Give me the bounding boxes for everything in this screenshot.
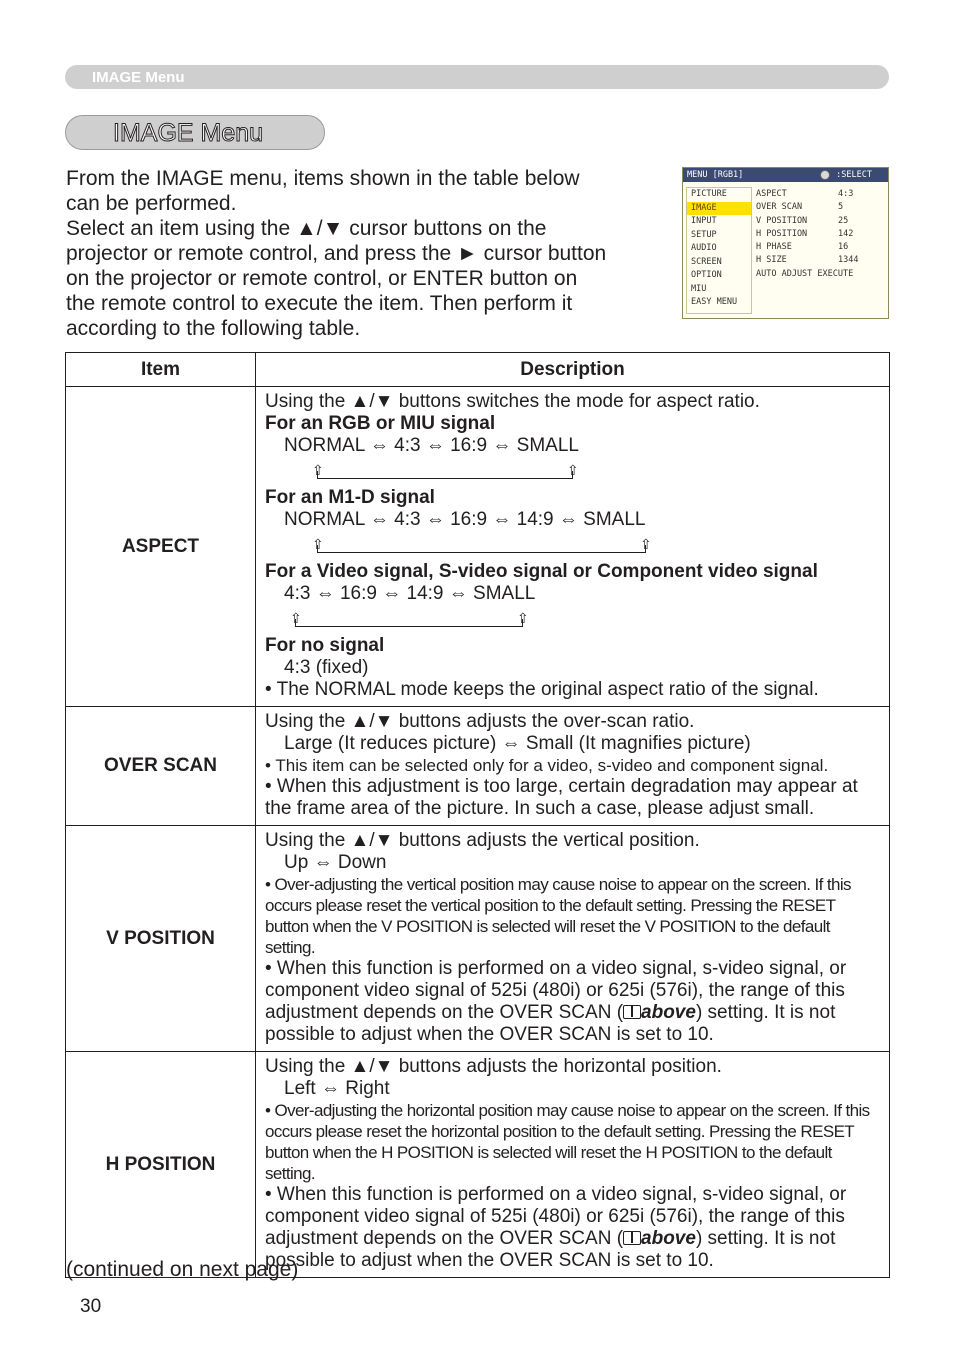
osd-menu-item: EASY MENU [691,297,738,307]
m1d-sequence: NORMAL ⇔ 4:3 ⇔ 16:9 ⇔ 14:9 ⇔ SMALL [284,509,646,530]
page-number: 30 [80,1296,102,1317]
aspect-intro: Using the ▲/▼ buttons switches the mode for aspect ratio. [265,391,760,412]
note-text: ) setting. It is not possible to adjust when the OVER SCAN is set to 10. [265,1228,836,1271]
v-position-note: • Over-adjusting the vertical position may cause noise to appear on the screen. If this occurs please reset the vertical position to the default setting. Pressing the RESET button when the V POSITION is selected will reset the V POSITION to the default setting. [265,875,851,957]
osd-setting-label: AUTO ADJUST EXECUTE [756,268,854,279]
row-item-label: OVER SCAN [66,707,256,826]
up-arrow-icon: ⇧ [312,536,324,552]
osd-setting-row [756,254,886,267]
note-text: ) setting. It is not possible to adjust when the OVER SCAN is set to 10. [265,1002,836,1045]
over-scan-note: • This item can be selected only for a video, s-video and component signal. [265,756,829,775]
intro-paragraph [66,166,666,341]
row-description [256,707,890,826]
table-row-h-position [66,1052,890,1278]
osd-setting-row [756,201,886,214]
rgb-sequence: NORMAL ⇔ 4:3 ⇔ 16:9 ⇔ SMALL [284,435,579,456]
nosignal-heading: For no signal [265,635,385,656]
row-item-label: H POSITION [66,1052,256,1278]
column-header-item: Item [66,353,256,387]
cycle-arrow [312,531,881,561]
h-position-note: • Over-adjusting the horizontal position may cause noise to appear on the screen. If this occurs please reset the horizontal position to the default setting. Pressing the RESET button when the H POSITION is selected will reset the H POSITION to the default setting. [265,1101,870,1183]
book-icon [623,1005,641,1019]
osd-setting-row [756,268,886,281]
osd-menu-screenshot [682,167,889,319]
reference-above: above [641,1002,696,1023]
h-position-note [265,1184,881,1272]
osd-menu-item: SCREEN [691,256,722,267]
osd-setting-label: H PHASE [756,242,792,253]
video-sequence: 4:3 ⇔ 16:9 ⇔ 14:9 ⇔ SMALL [284,583,536,604]
table-row-aspect [66,387,890,707]
v-position-intro: Using the ▲/▼ buttons adjusts the vertical position. [265,830,700,851]
osd-setting-row [756,228,886,241]
osd-setting-value: 1344 [838,255,859,266]
page-title: IMAGE Menu [113,119,264,147]
osd-setting-label: H SIZE [756,255,787,266]
row-description [256,387,890,707]
video-heading: For a Video signal, S-video signal or Component video signal [265,561,818,582]
column-header-description: Description [256,353,890,387]
v-position-sequence: Up ⇔ Down [284,852,387,873]
intro-line: on the projector or remote control, or ENTER button on [66,267,578,290]
osd-menu-item-selected: IMAGE [687,202,751,216]
table-row-v-position [66,826,890,1052]
over-scan-note: • When this adjustment is too large, certain degradation may appear at the frame area of the picture. In such a case, please adjust small. [265,776,858,819]
over-scan-sequence: Large (It reduces picture) ⇔ Small (It magnifies picture) [284,733,751,754]
osd-menu-item: INPUT [691,216,717,226]
intro-line: according to the following table. [66,317,361,340]
intro-line: the remote control to execute the item. Then perform it [66,292,573,315]
osd-menu-item: PICTURE [691,189,727,199]
h-position-intro: Using the ▲/▼ buttons adjusts the horizontal position. [265,1056,722,1077]
cycle-arrow [312,457,881,487]
row-description [256,826,890,1052]
up-arrow-icon: ⇧ [640,536,652,552]
book-icon [623,1231,641,1245]
up-arrow-icon: ⇧ [517,610,529,626]
continued-note: (continued on next page) [66,1258,299,1281]
osd-select-hint: :SELECT [836,170,872,180]
intro-line: can be performed. [66,192,237,215]
image-menu-table [65,352,890,1278]
osd-menu-item: SETUP [691,229,717,240]
osd-setting-value: 5 [838,202,844,213]
osd-title: MENU [RGB1] [687,170,744,180]
osd-setting-value: 25 [838,215,849,226]
cycle-arrow [290,605,881,635]
table-header-row [66,353,890,387]
osd-setting-label: H POSITION [756,228,808,239]
intro-line: Select an item using the ▲/▼ cursor buttons on the [66,217,547,240]
note-text: • When this function is performed on a video signal, s-video signal, or component video signal of 525i (480i) or 625i (576i), the range of this adjustment depends on the OVER SCAN ( [265,1184,847,1249]
page-title-pill [65,115,325,150]
osd-setting-label: ASPECT [756,189,787,199]
row-item-label: V POSITION [66,826,256,1052]
note-text: • When this function is performed on a video signal, s-video signal, or component video signal of 525i (480i) or 625i (576i), the range of this adjustment depends on the OVER SCAN ( [265,958,847,1023]
osd-setting-value: 16 [838,242,849,253]
osd-setting-row [756,215,886,228]
osd-setting-label: OVER SCAN [756,202,803,213]
aspect-note: • The NORMAL mode keeps the original aspect ratio of the signal. [265,679,819,700]
osd-menu-item: OPTION [691,270,722,280]
m1d-heading: For an M1-D signal [265,487,435,508]
nosignal-value: 4:3 (fixed) [284,657,369,678]
osd-setting-row [756,241,886,254]
osd-menu-item: AUDIO [691,243,717,253]
intro-line: From the IMAGE menu, items shown in the table below [66,167,580,190]
osd-menu-item: MIU [691,283,707,294]
osd-setting-value: 4:3 [838,189,854,199]
osd-menu-list [686,187,752,314]
row-description [256,1052,890,1278]
osd-setting-value: 142 [838,228,854,239]
up-arrow-icon: ⇧ [567,462,579,478]
row-item-label: ASPECT [66,387,256,707]
rgb-heading: For an RGB or MIU signal [265,413,496,434]
osd-settings-list [756,188,886,314]
intro-line: projector or remote control, and press the ► cursor button [66,242,607,265]
v-position-note [265,958,881,1046]
section-header-label: IMAGE Menu [92,69,185,86]
osd-title-bar [683,168,888,182]
reference-above: above [641,1228,696,1249]
select-dial-icon [820,170,830,180]
over-scan-intro: Using the ▲/▼ buttons adjusts the over-scan ratio. [265,711,695,732]
table-row-over-scan [66,707,890,826]
up-arrow-icon: ⇧ [312,462,324,478]
h-position-sequence: Left ⇔ Right [284,1078,390,1099]
up-arrow-icon: ⇧ [290,610,302,626]
osd-setting-row [756,188,886,201]
osd-setting-label: V POSITION [756,215,808,226]
section-header-bar [65,65,889,89]
